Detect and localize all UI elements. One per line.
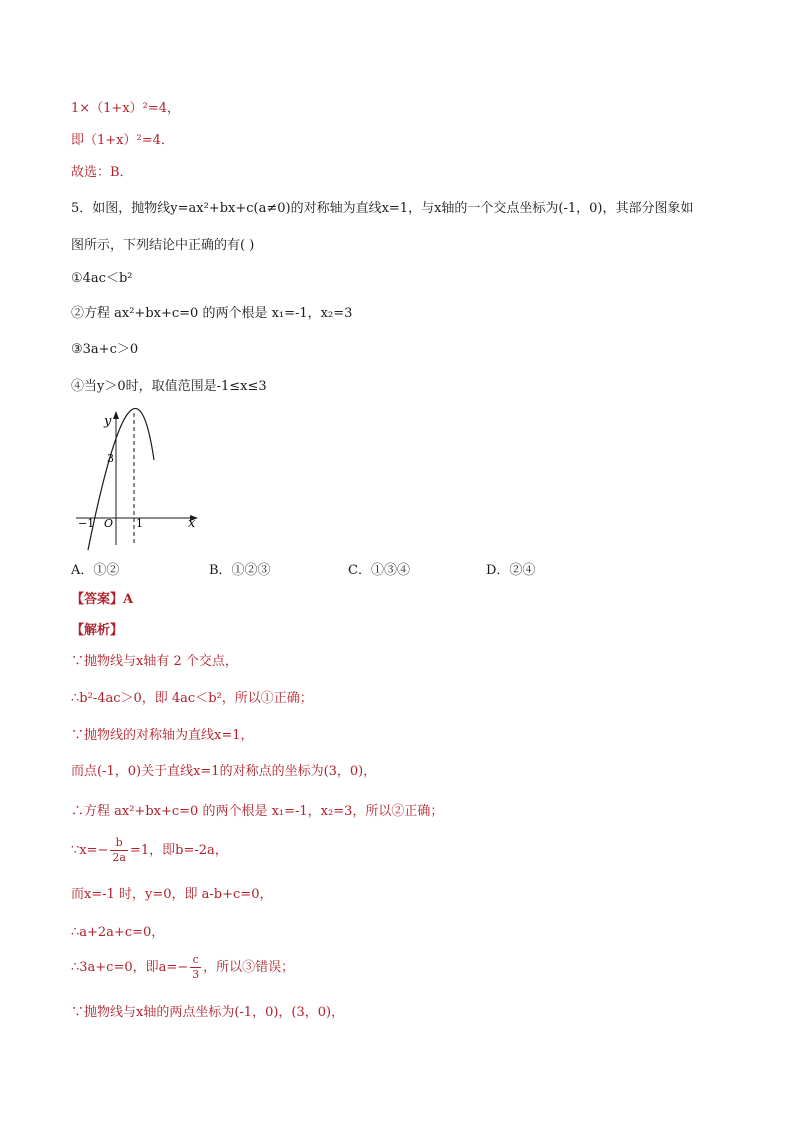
- eq-prefix: ∴3a+c=0，即a=−: [71, 960, 189, 975]
- x-axis-label: x: [188, 516, 196, 531]
- question-text: 5．如图，抛物线y=ax²+bx+c(a≠0)的对称轴为直线x=1，与x轴的一个交点坐标为(-1，0)，其部分图象如: [71, 201, 694, 216]
- parabola-figure: [70, 405, 210, 550]
- fraction-numerator: b: [110, 836, 128, 851]
- eq-suffix: =1，即b=-2a，: [129, 843, 228, 858]
- explanation-line: ∴方程 ax²+bx+c=0 的两个根是 x₁=-1，x₂=3，所以②正确；: [71, 804, 444, 819]
- fraction-denominator: 3: [192, 968, 200, 981]
- option-b: B．①②③: [209, 563, 271, 578]
- explanation-line: ∵抛物线的对称轴为直线x=1，: [71, 728, 254, 743]
- tick-label-x-neg: −1: [78, 517, 95, 530]
- explanation-line: 而x=-1 时，y=0，即 a-b+c=0，: [71, 887, 273, 902]
- statement-2: ②方程 ax²+bx+c=0 的两个根是 x₁=-1，x₂=3: [71, 306, 353, 321]
- question-text: 图所示，下列结论中正确的有( ): [71, 238, 255, 253]
- option-d: D．②④: [486, 563, 536, 578]
- fraction-denominator: 2a: [112, 851, 126, 864]
- eq-prefix: ∵x=−: [71, 843, 109, 858]
- statement-1: ①4ac＜b²: [71, 271, 133, 286]
- eq-suffix: ，所以③错误；: [203, 960, 295, 975]
- fraction-numerator: c: [190, 953, 201, 968]
- analysis-label: 【解析】: [71, 623, 124, 638]
- explanation-line: ∵抛物线与x轴有 2 个交点，: [71, 654, 238, 669]
- answer-label: 【答案】A: [71, 592, 134, 607]
- y-axis-arrow: [113, 411, 119, 419]
- statement-4: ④当y＞0时，取值范围是-1≤x≤3: [71, 379, 267, 394]
- explanation-equation: [71, 836, 228, 865]
- text-line: 即（1+x）²=4．: [71, 133, 174, 148]
- parabola-curve: [88, 408, 154, 550]
- tick-label-y: 3: [107, 452, 114, 465]
- explanation-line: ∴a+2a+c=0，: [71, 925, 165, 940]
- explanation-line: ∵抛物线与x轴的两点坐标为(-1，0)，(3，0)，: [71, 1005, 345, 1020]
- explanation-line: ∴b²-4ac＞0，即 4ac＜b²，所以①正确；: [71, 691, 313, 706]
- y-axis-label: y: [104, 414, 112, 429]
- text-line: 故选：B．: [71, 165, 133, 180]
- statement-3: ③3a+c＞0: [71, 342, 139, 357]
- text-line: 1×（1+x）²=4，: [71, 101, 181, 116]
- option-c: C．①③④: [348, 563, 410, 578]
- origin-label: O: [104, 517, 114, 530]
- fraction: [190, 953, 201, 982]
- tick-label-x-pos: 1: [136, 517, 143, 530]
- explanation-equation: [71, 953, 294, 982]
- option-a: A．①②: [71, 563, 120, 578]
- explanation-line: 而点(-1，0)关于直线x=1的对称点的坐标为(3，0)，: [71, 764, 377, 779]
- fraction: [110, 836, 128, 865]
